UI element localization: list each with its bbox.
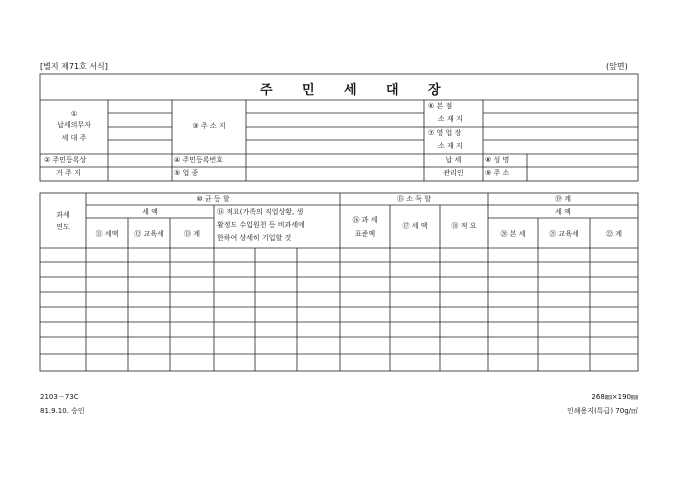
tax-amount-header: 세 액 xyxy=(142,208,158,216)
head-office-location-label: 소 재 지 xyxy=(438,115,463,123)
registration-number-field[interactable] xyxy=(246,154,424,167)
title-char: 주 xyxy=(260,83,273,98)
paper-size: 268㎜×190㎜ xyxy=(591,393,638,401)
residence-field[interactable] xyxy=(108,154,172,181)
tax-manager-label: 납 세 xyxy=(445,156,462,164)
paper-spec: 인쇄용지(특급) 70g/㎡ xyxy=(567,407,638,415)
form-number: [별지 제71호 서식] xyxy=(40,62,108,71)
sum-header: ⑲ 계 xyxy=(555,195,571,203)
remarks-header-line3: 한하여 상세히 기입할 것 xyxy=(217,234,292,242)
manager-address-label: ⑨ 주 소 xyxy=(485,169,510,177)
manager-name-label: ⑧ 성 명 xyxy=(485,156,510,164)
income-tax-column: ⑰ 세 액 xyxy=(402,222,428,230)
tax-year-label: 과세 xyxy=(56,211,70,219)
title-char: 세 xyxy=(344,83,357,98)
main-tax-column: ⑳ 본 세 xyxy=(500,230,526,238)
registration-number-label: ④ 주민등록번호 xyxy=(174,156,224,164)
title-char: 장 xyxy=(428,83,441,98)
equal-levy-header: ⑩ 균 등 할 xyxy=(196,195,230,203)
household-head-label: 세 대 주 xyxy=(61,134,87,142)
tax-base-column-2: 표준액 xyxy=(354,230,376,238)
address-label: ③ 주 소 지 xyxy=(192,122,226,130)
form-code: 2103－73C xyxy=(40,393,79,401)
tax-base-column: ⑯ 과 세 xyxy=(352,216,378,224)
business-type-field[interactable] xyxy=(246,167,424,181)
taxpayer-label-num: ① xyxy=(70,110,78,118)
business-place-location-label: 소 재 지 xyxy=(438,142,463,150)
sum-tax-amount-header: 세 액 xyxy=(555,208,571,216)
head-office-field[interactable] xyxy=(483,100,638,127)
sum-total-column: ㉒ 계 xyxy=(606,230,622,238)
total-column: ⑬ 계 xyxy=(184,230,200,238)
title-char: 민 xyxy=(302,83,315,98)
tax-column: ⑪ 세액 xyxy=(95,230,119,238)
residence-label: 거 주 지 xyxy=(56,169,81,177)
business-place-field[interactable] xyxy=(483,127,638,154)
address-field[interactable] xyxy=(246,100,424,154)
remarks-header-line1: ⑭ 적요(가족의 직업상황, 생 xyxy=(217,208,304,216)
income-remarks-column: ⑱ 적 요 xyxy=(451,222,477,230)
tax-manager-label-2: 관리인 xyxy=(443,169,464,177)
business-place-label: ⑦ 영 업 장 xyxy=(428,129,462,137)
taxpayer-label: 납세의무자 xyxy=(57,121,91,129)
manager-address-field[interactable] xyxy=(527,167,638,181)
remarks-header-line2: 활정도 수입원천 등 비과세에 xyxy=(217,221,305,229)
business-type-label: ⑤ 업 종 xyxy=(174,169,199,177)
approval-date: 81.9.10. 승인 xyxy=(40,407,85,415)
manager-name-field[interactable] xyxy=(527,154,638,167)
education-tax-column: ⑫ 교육세 xyxy=(134,230,164,238)
taxpayer-field[interactable] xyxy=(108,100,172,154)
income-levy-header: ⑮ 소 득 할 xyxy=(397,195,431,203)
tax-year-label-2: 연도 xyxy=(56,223,70,231)
page-side-label: (앞면) xyxy=(606,62,628,71)
head-office-label: ⑥ 본 점 xyxy=(428,102,453,110)
title-char: 대 xyxy=(386,83,399,98)
sum-education-tax-column: ㉑ 교육세 xyxy=(549,230,579,238)
registered-residence-label: ② 주민등록상 xyxy=(44,156,87,164)
